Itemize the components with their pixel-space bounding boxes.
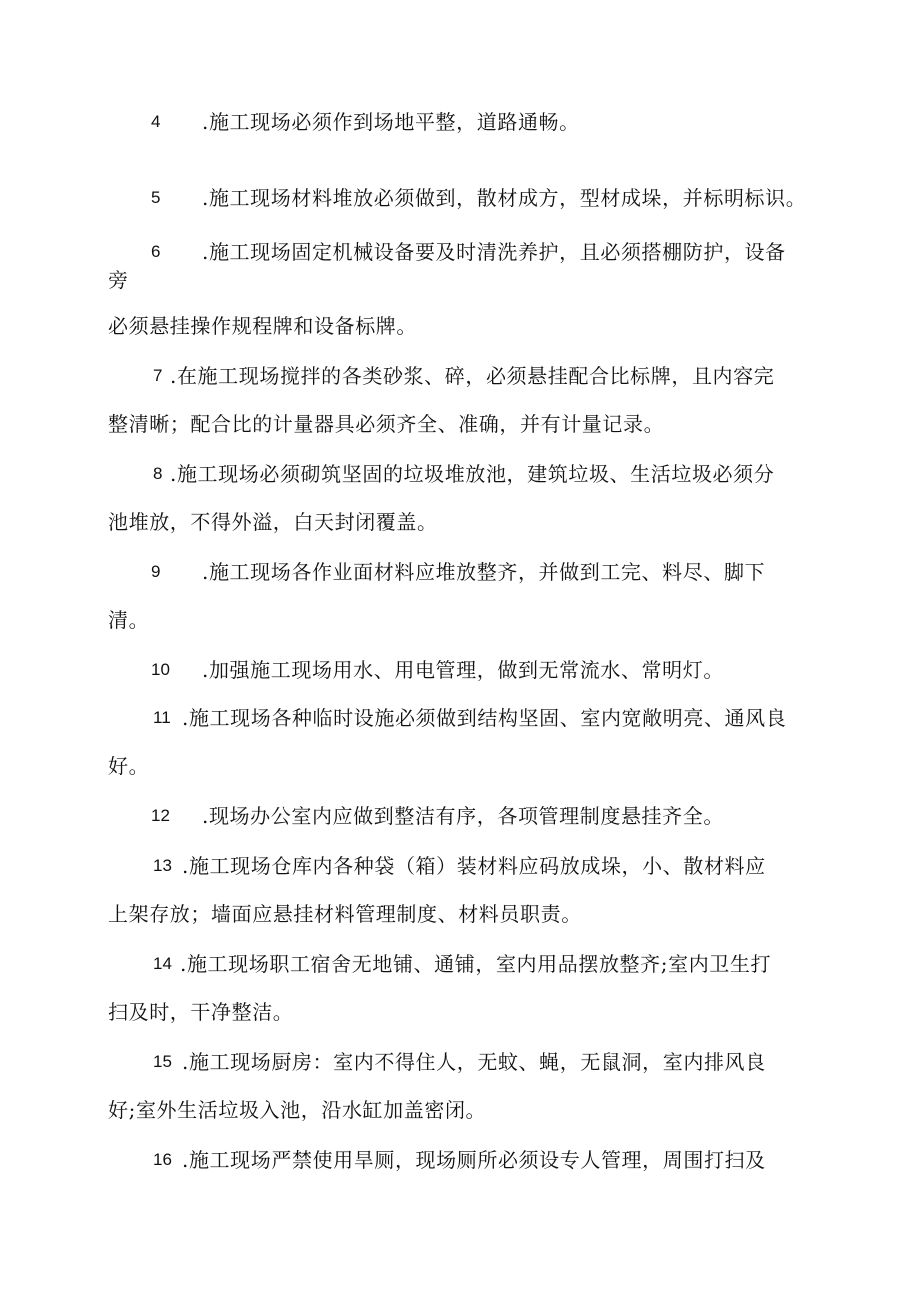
list-item-15-continuation xyxy=(108,1096,820,1124)
list-item-8-continuation xyxy=(108,508,820,536)
item-text: .施工现场固定机械设备要及时清洗养护，且必须搭棚防护，设备 xyxy=(202,240,786,264)
item-text-continuation: 清。 xyxy=(108,608,150,632)
item-text: .在施工现场搅拌的各类砂浆、碎，必须悬挂配合比标牌，且内容完 xyxy=(170,364,775,388)
item-text: .施工现场必须作到场地平整，道路通畅。 xyxy=(202,110,580,134)
item-text: .施工现场必须砌筑坚固的垃圾堆放池，建筑垃圾、生活垃圾必须分 xyxy=(170,462,775,486)
item-number: 6 xyxy=(151,242,161,261)
list-item-5 xyxy=(108,184,820,212)
item-text: .施工现场职工宿舍无地铺、通铺，室内用品摆放整齐;室内卫生打 xyxy=(180,952,772,976)
item-text-continuation: 必须悬挂操作规程牌和设备标牌。 xyxy=(108,314,417,338)
list-item-7 xyxy=(108,362,820,390)
item-number: 11 xyxy=(153,708,171,727)
item-number: 7 xyxy=(153,366,163,385)
list-item-4 xyxy=(108,108,820,136)
item-text-continuation: 扫及时，干净整洁。 xyxy=(108,1000,294,1024)
list-item-6-continuation xyxy=(108,312,820,340)
list-item-6 xyxy=(108,238,820,266)
list-item-13 xyxy=(108,852,820,880)
item-number: 8 xyxy=(153,464,163,483)
list-item-9 xyxy=(108,558,820,586)
list-item-14 xyxy=(108,950,820,978)
item-number: 4 xyxy=(151,112,161,131)
item-number: 14 xyxy=(153,954,172,973)
list-item-15 xyxy=(108,1048,820,1076)
item-number: 16 xyxy=(153,1150,172,1169)
list-item-11-continuation xyxy=(108,752,820,780)
item-text-continuation: 旁 xyxy=(108,268,129,292)
item-text: .施工现场厨房：室内不得住人，无蚊、蝇，无鼠洞，室内排风良 xyxy=(182,1050,766,1074)
item-number: 12 xyxy=(151,806,170,825)
item-text-continuation: 整清晰；配合比的计量器具必须齐全、准确，并有计量记录。 xyxy=(108,412,665,436)
list-item-6-continuation xyxy=(108,266,820,294)
item-text-continuation: 上架存放；墙面应悬挂材料管理制度、材料员职责。 xyxy=(108,902,582,926)
list-item-8 xyxy=(108,460,820,488)
item-text: .施工现场各作业面材料应堆放整齐，并做到工完、料尽、脚下 xyxy=(202,560,766,584)
item-number: 15 xyxy=(153,1052,172,1071)
item-text: .施工现场各种临时设施必须做到结构坚固、室内宽敞明亮、通风良 xyxy=(182,706,787,730)
item-text: .现场办公室内应做到整洁有序，各项管理制度悬挂齐全。 xyxy=(202,804,724,828)
list-item-7-continuation xyxy=(108,410,820,438)
list-item-14-continuation xyxy=(108,998,820,1026)
item-text-continuation: 好。 xyxy=(108,754,150,778)
item-number: 13 xyxy=(153,856,172,875)
list-item-9-continuation xyxy=(108,606,820,634)
item-text-continuation: 池堆放，不得外溢，白天封闭覆盖。 xyxy=(108,510,438,534)
item-number: 9 xyxy=(151,562,161,581)
item-number: 5 xyxy=(151,188,161,207)
list-item-16 xyxy=(108,1146,820,1174)
item-text: .施工现场严禁使用旱厕，现场厕所必须设专人管理，周围打扫及 xyxy=(182,1148,766,1172)
item-text: .施工现场材料堆放必须做到，散材成方，型材成垛，并标明标识。 xyxy=(202,186,807,210)
item-text-continuation: 好;室外生活垃圾入池，沿水缸加盖密闭。 xyxy=(108,1098,487,1122)
list-item-10 xyxy=(108,656,820,684)
item-text: .加强施工现场用水、用电管理，做到无常流水、常明灯。 xyxy=(202,658,724,682)
item-text: .施工现场仓库内各种袋（箱）装材料应码放成垛，小、散材料应 xyxy=(182,854,766,878)
list-item-13-continuation xyxy=(108,900,820,928)
item-number: 10 xyxy=(151,660,170,679)
list-item-11 xyxy=(108,704,820,732)
list-item-12 xyxy=(108,802,820,830)
